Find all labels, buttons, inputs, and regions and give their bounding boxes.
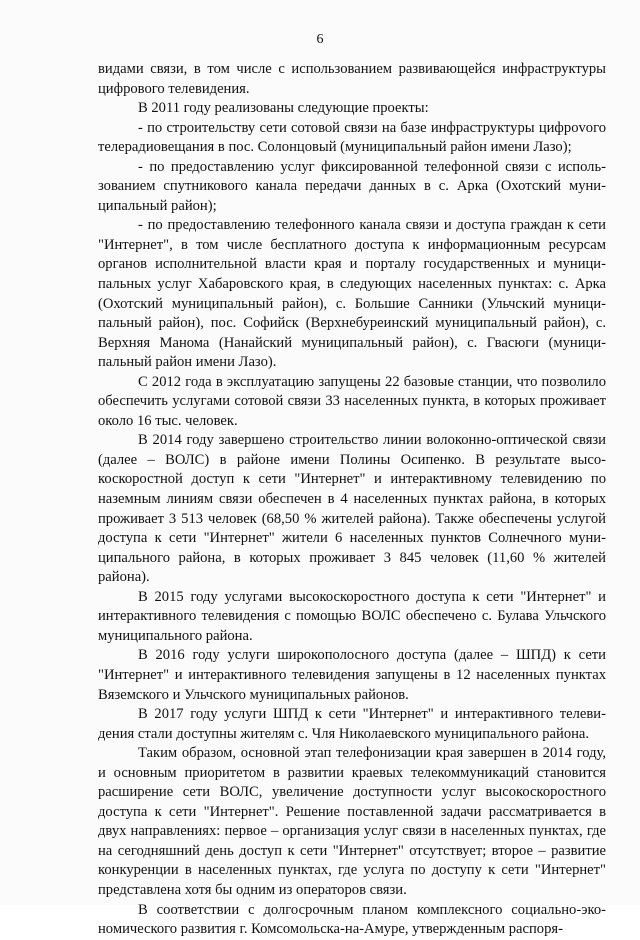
paragraph: Таким образом, основной этап телефонизации края завершен в 2014 году, и основным приоритетом в развитии краевых телекоммуникаций становится расширение сети ВОЛС, увеличение доступности услуг высокоскоростного доступа к сети "Интернет". Решение поставленной задачи рассматривается в двух направлениях: первое – организация услуг связи в населенных пунктах, где на сегодняшний день доступ к сети "Интернет" отсутствует; второе – развитие конкуренции в населенных пунктах, где услуга по доступу к сети "Интернет" представлена хотя бы одним из операторов связи. bbox=[98, 745, 606, 898]
paragraph: В 2014 году завершено строительство линии волоконно-оптической связи (далее – ВОЛС) в районе имени Полины Осипенко. В результате высокоскоростной доступ к сети "Интернет" и интерактивному телевидению по наземным линиям связи обеспечен в 4 населенных пунктах района, в которых проживает 3 513 человек (68,50 % жителей района). Также обеспечены услугой доступа к сети "Интернет" жители 6 населенных пунктов Солнечного муниципального района, в которых проживает 3 845 человек (11,60 % жителей района). bbox=[98, 432, 606, 586]
paragraph: - по предоставлению услуг фиксированной телефонной связи с использованием спутникового канала передачи данных в с. Арка (Охотский муниципальный район); bbox=[98, 158, 606, 214]
paragraph: В 2016 году услуги широкополосного доступа (далее – ШПД) к сети "Интернет" и интерактивного телевидения запущены в 12 населенных пунктах Вяземского и Ульчского муниципальных районов. bbox=[98, 647, 606, 703]
paragraph: В 2011 году реализованы следующие проекты: bbox=[138, 100, 429, 117]
paragraph: - по строительству сети сотовой связи на базе инфраструктуры цифроvого телерадиовещания в пос. Солонцовый (муниципальный район имени Лазо); bbox=[98, 119, 606, 156]
paragraph: В 2015 году услугами высокоскоростного доступа к сети "Интернет" и интерактивного телевидения с помощью ВОЛС обеспечено с. Булава Ульчского муниципального района. bbox=[98, 588, 606, 644]
paragraph: видами связи, в том числе с использованием развивающейся инфраструктуры цифрового телевидения. bbox=[98, 61, 606, 97]
paragraph: В соответствии с долгосрочным планом комплексного социально-экономического развития г. Комсомольска-на-Амуре, утвержденным распоря- bbox=[98, 901, 606, 938]
page-number: 6 bbox=[316, 32, 324, 47]
document-body bbox=[98, 60, 606, 940]
paragraph: С 2012 года в эксплуатацию запущены 22 базовые станции, что позволило обеспечить услугами сотовой связи 33 населенных пункта, в которых проживает около 16 тыс. человек. bbox=[98, 373, 606, 429]
paragraph: - по предоставлению телефонного канала связи и доступа граждан к сети "Интернет", в том числе бесплатного доступа к информационным ресурсам органов исполнительной власти края и порталу государственных и муниципальных услуг Хабаровского края, в следующих населенных пунктах: с. Арка (Охотский муниципальный район), с. Большие Санники (Ульчский муниципальный район), пос. Софийск (Верхнебуреинский муниципальный район), с. Верхняя Манома (Нанайский муниципальный район), с. Гвасюги (муниципальный район имени Лазо). bbox=[98, 217, 606, 371]
paragraph: В 2017 году услуги ШПД к сети "Интернет" и интерактивного телевидения стали доступны жителям с. Чля Николаевского муниципального района. bbox=[98, 706, 606, 742]
